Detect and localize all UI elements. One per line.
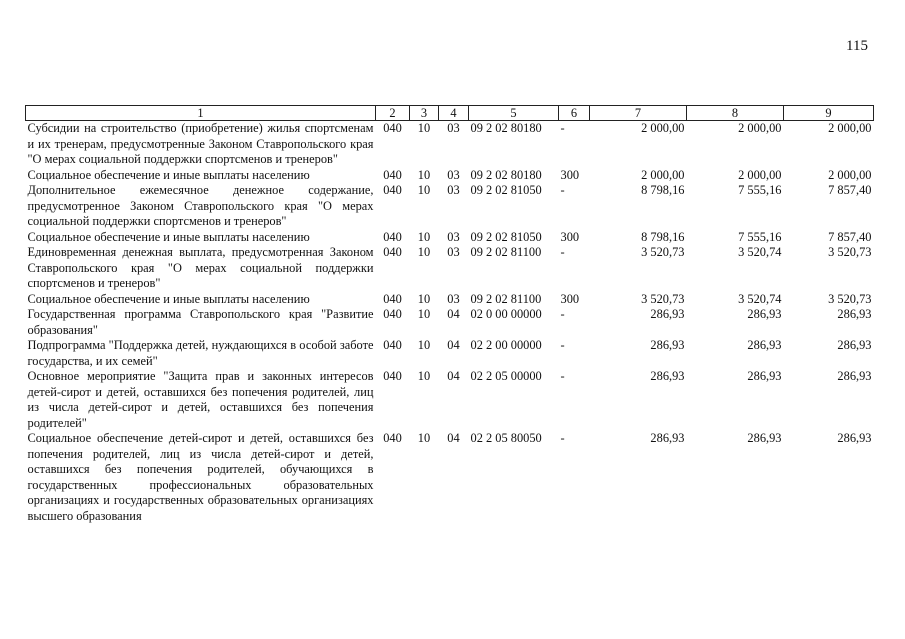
budget-table <box>25 105 874 524</box>
table-row <box>26 230 874 246</box>
row-subsection: 03 <box>447 245 460 259</box>
table-row <box>26 183 874 230</box>
table-row <box>26 168 874 184</box>
row-name: Дополнительное ежемесячное денежное содержание, предусмотренное Законом Ставропольского края "О мерах социальной поддержки спортсменов и тренеров" <box>27 183 374 228</box>
row-amount-2: 3 520,74 <box>738 291 782 306</box>
row-amount-1: 8 798,16 <box>641 183 685 197</box>
row-ministry-code: 040 <box>383 431 402 445</box>
row-name: Подпрограмма "Поддержка детей, нуждающихся в особой заботе государства, и их семей" <box>27 338 374 368</box>
row-ministry-code: 040 <box>383 338 402 352</box>
row-target-article: 02 2 05 00000 <box>470 369 542 383</box>
row-amount-1: 3 520,73 <box>641 245 685 259</box>
row-subsection: 04 <box>447 338 460 352</box>
row-subsection: 04 <box>447 431 460 445</box>
row-target-article: 09 2 02 81100 <box>470 245 542 259</box>
row-section: 10 <box>417 183 431 197</box>
col-header-2: 2 <box>376 106 410 121</box>
row-amount-1: 3 520,73 <box>641 291 685 306</box>
row-amount-3: 286,93 <box>837 431 872 445</box>
table-row <box>26 369 874 431</box>
row-name: Государственная программа Ставропольского края "Развитие образования" <box>27 307 374 337</box>
row-amount-2: 2 000,00 <box>738 167 782 182</box>
row-subsection: 03 <box>447 121 460 135</box>
row-amount-2: 286,93 <box>747 338 782 352</box>
row-name: Основное мероприятие "Защита прав и законных интересов детей-сирот и детей, оставшихся без попечения родителей, лиц из числа детей-сирот и детей, оставшихся без попечения родителей" <box>27 369 374 430</box>
row-name: Социальное обеспечение и иные выплаты населению <box>27 167 310 182</box>
row-amount-1: 8 798,16 <box>641 229 685 244</box>
row-target-article: 09 2 02 80180 <box>470 121 542 135</box>
row-ministry-code: 040 <box>383 245 402 259</box>
row-subsection: 03 <box>447 291 460 306</box>
row-subsection: 03 <box>447 229 460 244</box>
row-amount-1: 286,93 <box>650 369 685 383</box>
row-name: Социальное обеспечение и иные выплаты населению <box>27 229 310 244</box>
row-target-article: 09 2 02 81050 <box>470 183 542 197</box>
row-amount-3: 2 000,00 <box>828 121 872 135</box>
row-amount-2: 3 520,74 <box>738 245 782 259</box>
col-header-1: 1 <box>26 106 376 121</box>
col-header-5: 5 <box>469 106 559 121</box>
row-ministry-code: 040 <box>383 229 402 244</box>
row-amount-2: 286,93 <box>747 431 782 445</box>
row-expense-type: - <box>560 431 565 445</box>
col-header-6: 6 <box>559 106 590 121</box>
row-amount-3: 3 520,73 <box>828 245 872 259</box>
row-amount-3: 7 857,40 <box>828 229 872 244</box>
row-section: 10 <box>417 307 431 321</box>
row-ministry-code: 040 <box>383 121 402 135</box>
row-amount-1: 2 000,00 <box>641 121 685 135</box>
row-subsection: 03 <box>447 183 460 197</box>
row-amount-2: 7 555,16 <box>738 183 782 197</box>
row-ministry-code: 040 <box>383 307 402 321</box>
row-target-article: 09 2 02 81050 <box>470 229 542 244</box>
row-amount-2: 7 555,16 <box>738 229 782 244</box>
row-expense-type: - <box>560 307 565 321</box>
table-row <box>26 338 874 369</box>
row-amount-3: 286,93 <box>837 307 872 321</box>
row-section: 10 <box>417 369 431 383</box>
row-amount-2: 286,93 <box>747 369 782 383</box>
row-subsection: 04 <box>447 307 460 321</box>
row-ministry-code: 040 <box>383 167 402 182</box>
row-expense-type: 300 <box>560 167 580 182</box>
col-header-7: 7 <box>590 106 687 121</box>
row-amount-3: 2 000,00 <box>828 167 872 182</box>
row-target-article: 02 2 05 80050 <box>470 431 542 445</box>
row-amount-3: 3 520,73 <box>828 291 872 306</box>
row-section: 10 <box>417 291 431 306</box>
row-subsection: 03 <box>447 167 460 182</box>
col-header-9: 9 <box>784 106 874 121</box>
row-ministry-code: 040 <box>383 183 402 197</box>
row-name: Единовременная денежная выплата, предусмотренная Законом Ставропольского края "О мерах социальной поддержки спортсменов и тренеров" <box>27 245 374 290</box>
row-expense-type: 300 <box>560 291 580 306</box>
row-amount-1: 2 000,00 <box>641 167 685 182</box>
page-number: 115 <box>846 38 868 54</box>
row-expense-type: - <box>560 369 565 383</box>
row-expense-type: 300 <box>560 229 580 244</box>
row-amount-3: 7 857,40 <box>828 183 872 197</box>
header-row <box>26 106 874 121</box>
row-section: 10 <box>417 229 431 244</box>
row-section: 10 <box>417 167 431 182</box>
row-section: 10 <box>417 431 431 445</box>
row-name: Социальное обеспечение и иные выплаты населению <box>27 291 310 306</box>
row-expense-type: - <box>560 183 565 197</box>
row-expense-type: - <box>560 338 565 352</box>
row-ministry-code: 040 <box>383 291 402 306</box>
row-amount-1: 286,93 <box>650 431 685 445</box>
row-amount-2: 286,93 <box>747 307 782 321</box>
table-row <box>26 121 874 168</box>
row-expense-type: - <box>560 245 565 259</box>
row-amount-2: 2 000,00 <box>738 121 782 135</box>
table-row <box>26 292 874 308</box>
row-section: 10 <box>417 338 431 352</box>
row-target-article: 09 2 02 80180 <box>470 167 542 182</box>
table-row <box>26 431 874 524</box>
row-amount-3: 286,93 <box>837 338 872 352</box>
row-target-article: 09 2 02 81100 <box>470 291 542 306</box>
col-header-3: 3 <box>410 106 439 121</box>
col-header-4: 4 <box>439 106 469 121</box>
row-target-article: 02 0 00 00000 <box>470 307 542 321</box>
row-target-article: 02 2 00 00000 <box>470 338 542 352</box>
col-header-8: 8 <box>687 106 784 121</box>
row-name: Субсидии на строительство (приобретение) жилья спортсменам и их тренерам, предусмотренные Законом Ставропольского края "О мерах социальной поддержки спортсменов и тренеров" <box>27 121 374 166</box>
row-amount-3: 286,93 <box>837 369 872 383</box>
row-section: 10 <box>417 121 431 135</box>
row-amount-1: 286,93 <box>650 338 685 352</box>
row-subsection: 04 <box>447 369 460 383</box>
row-section: 10 <box>417 245 431 259</box>
table-row <box>26 307 874 338</box>
row-name: Социальное обеспечение детей-сирот и детей, оставшихся без попечения родителей, лиц из числа детей-сирот и детей, оставшихся без попечения родителей, обучающихся в государственных профессиональных образовательных организациях и государственных образовательных организациях высшего образования <box>27 431 374 523</box>
table-row <box>26 245 874 292</box>
row-ministry-code: 040 <box>383 369 402 383</box>
row-expense-type: - <box>560 121 565 135</box>
row-amount-1: 286,93 <box>650 307 685 321</box>
